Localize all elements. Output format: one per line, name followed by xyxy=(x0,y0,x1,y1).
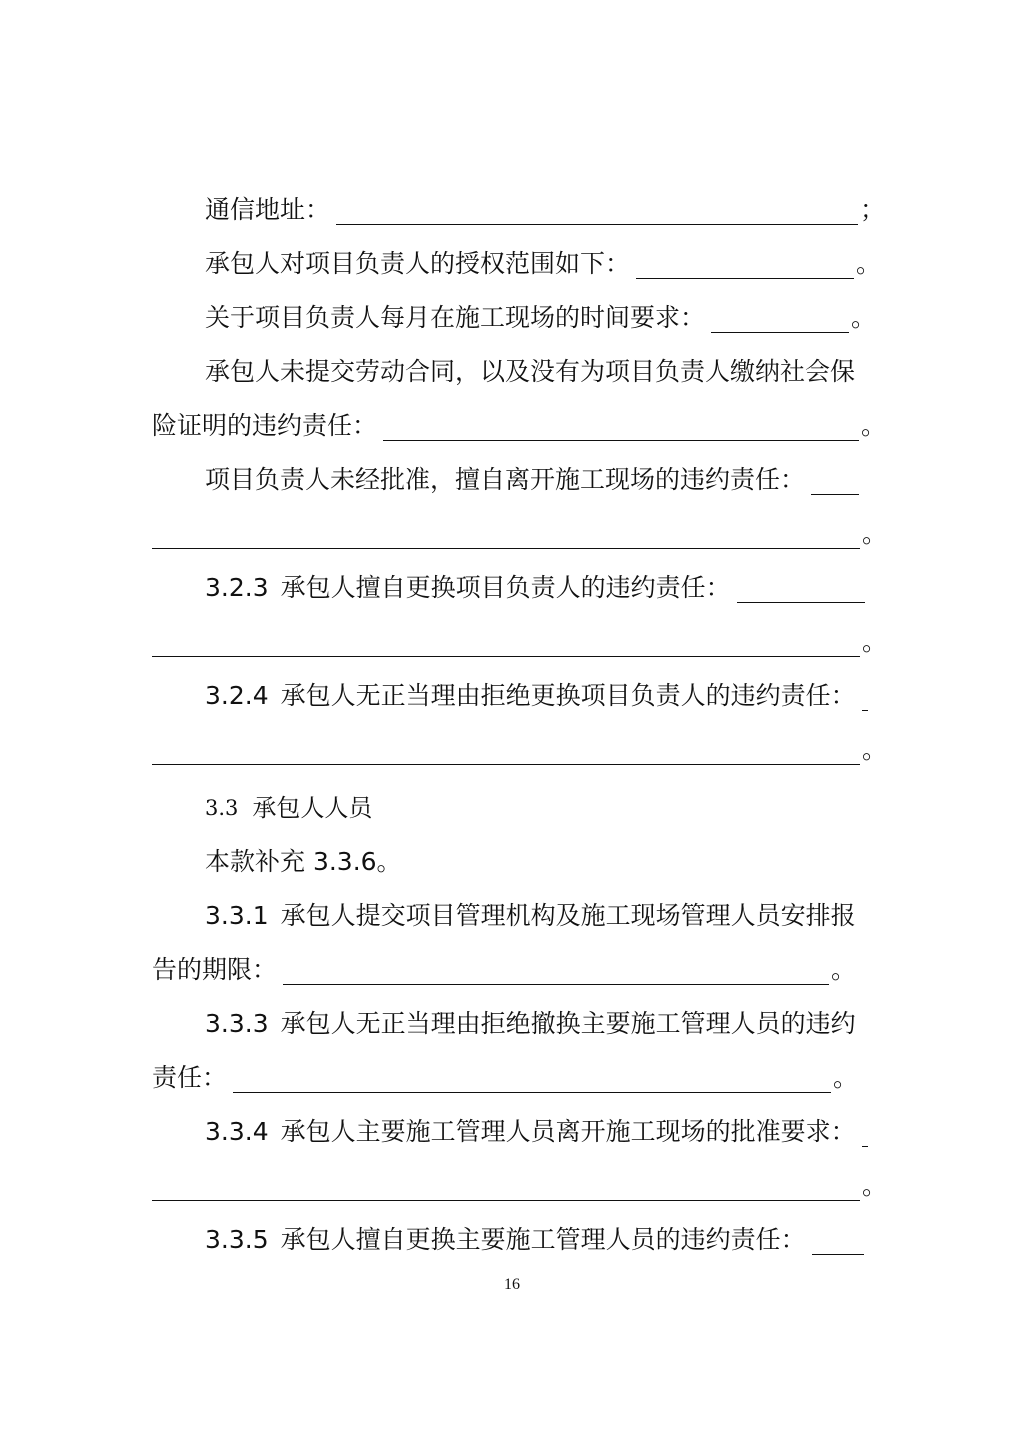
clause-3-2-3-text: 承包人擅自更换项目负责人的违约责任： xyxy=(280,573,731,602)
authorization-scope-line xyxy=(205,249,881,279)
clause-3-3-4-continuation xyxy=(146,1171,887,1201)
clause-3-2-4-continuation xyxy=(146,735,887,765)
clause-3-2-3-line xyxy=(205,573,867,603)
authorization-scope-blank[interactable] xyxy=(636,254,854,279)
address-blank[interactable] xyxy=(336,200,858,225)
clause-3-3-3-line xyxy=(205,1009,856,1039)
clause-3-2-3-blank-start[interactable] xyxy=(737,578,865,603)
liability-label: 责任： xyxy=(152,1063,228,1092)
clause-3-3-4-blank[interactable] xyxy=(152,1176,860,1201)
leave-site-liability-continuation xyxy=(146,519,887,549)
clause-number: 3.3.1 xyxy=(205,901,269,930)
insurance-liability-blank[interactable] xyxy=(383,416,859,441)
clause-3-2-4-text: 承包人无正当理由拒绝更换项目负责人的违约责任： xyxy=(280,681,856,710)
supplement-note: 本款补充 3.3.6。 xyxy=(205,847,402,876)
section-title: 承包人人员 xyxy=(252,794,373,822)
clause-3-3-1-line xyxy=(205,901,856,931)
line-end-punct: 。 xyxy=(851,303,877,332)
clause-3-3-3-blank[interactable] xyxy=(233,1068,831,1093)
clause-number: 3.3.5 xyxy=(205,1225,269,1254)
clause-number: 3.2.4 xyxy=(205,681,269,710)
report-deadline-blank[interactable] xyxy=(283,960,829,985)
line-end-punct: 。 xyxy=(862,1171,888,1200)
clause-number: 3.3.4 xyxy=(205,1117,269,1146)
clause-3-3-4-text: 承包人主要施工管理人员离开施工现场的批准要求： xyxy=(280,1117,856,1146)
page-number: 16 xyxy=(504,1276,520,1293)
onsite-time-blank[interactable] xyxy=(711,308,849,333)
labor-contract-line xyxy=(205,357,855,387)
clause-3-3-5-text: 承包人擅自更换主要施工管理人员的违约责任： xyxy=(280,1225,806,1254)
leave-site-liability-blank[interactable] xyxy=(152,524,860,549)
clause-3-2-4-blank-start[interactable] xyxy=(862,686,868,711)
line-end-punct: 。 xyxy=(861,411,887,440)
supplement-note-line xyxy=(205,847,402,877)
clause-number: 3.3.3 xyxy=(205,1009,269,1038)
line-end-punct: 。 xyxy=(833,1063,859,1092)
deadline-label: 告的期限： xyxy=(152,955,278,984)
insurance-liability-label: 险证明的违约责任： xyxy=(152,411,378,440)
clause-3-2-4-blank[interactable] xyxy=(152,740,860,765)
leave-site-liability-line xyxy=(205,465,861,495)
address-label: 通信地址： xyxy=(205,195,331,224)
address-line xyxy=(205,195,885,225)
clause-3-3-5-line xyxy=(205,1225,866,1255)
clause-3-3-5-blank-start[interactable] xyxy=(812,1230,864,1255)
clause-3-3-1-continuation xyxy=(152,955,856,985)
clause-number: 3.2.3 xyxy=(205,573,269,602)
line-end-punct: 。 xyxy=(856,249,882,278)
line-end-punct: 。 xyxy=(862,735,888,764)
clause-3-3-3-text: 承包人无正当理由拒绝撤换主要施工管理人员的违约 xyxy=(280,1009,856,1038)
line-end-punct: 。 xyxy=(862,627,888,656)
line-end-punct: 。 xyxy=(831,955,857,984)
clause-3-3-4-line xyxy=(205,1117,870,1147)
authorization-scope-label: 承包人对项目负责人的授权范围如下： xyxy=(205,249,631,278)
clause-3-2-3-continuation xyxy=(146,627,887,657)
clause-3-2-4-line xyxy=(205,681,870,711)
line-end-punct: 。 xyxy=(862,519,888,548)
insurance-liability-line xyxy=(152,411,886,441)
leave-site-liability-label: 项目负责人未经批准，擅自离开施工现场的违约责任： xyxy=(205,465,806,494)
onsite-time-line xyxy=(205,303,876,333)
section-3-3-heading xyxy=(205,793,372,823)
leave-site-liability-blank-start[interactable] xyxy=(811,470,859,495)
clause-3-3-4-blank-start[interactable] xyxy=(862,1122,868,1147)
section-number: 3.3 xyxy=(205,796,239,820)
clause-3-3-3-continuation xyxy=(152,1063,858,1093)
clause-3-3-1-text: 承包人提交项目管理机构及施工现场管理人员安排报 xyxy=(280,901,856,930)
labor-contract-text: 承包人未提交劳动合同，以及没有为项目负责人缴纳社会保 xyxy=(205,357,856,386)
clause-3-2-3-blank[interactable] xyxy=(152,632,860,657)
onsite-time-label: 关于项目负责人每月在施工现场的时间要求： xyxy=(205,303,706,332)
line-end-punct: ； xyxy=(860,195,886,224)
